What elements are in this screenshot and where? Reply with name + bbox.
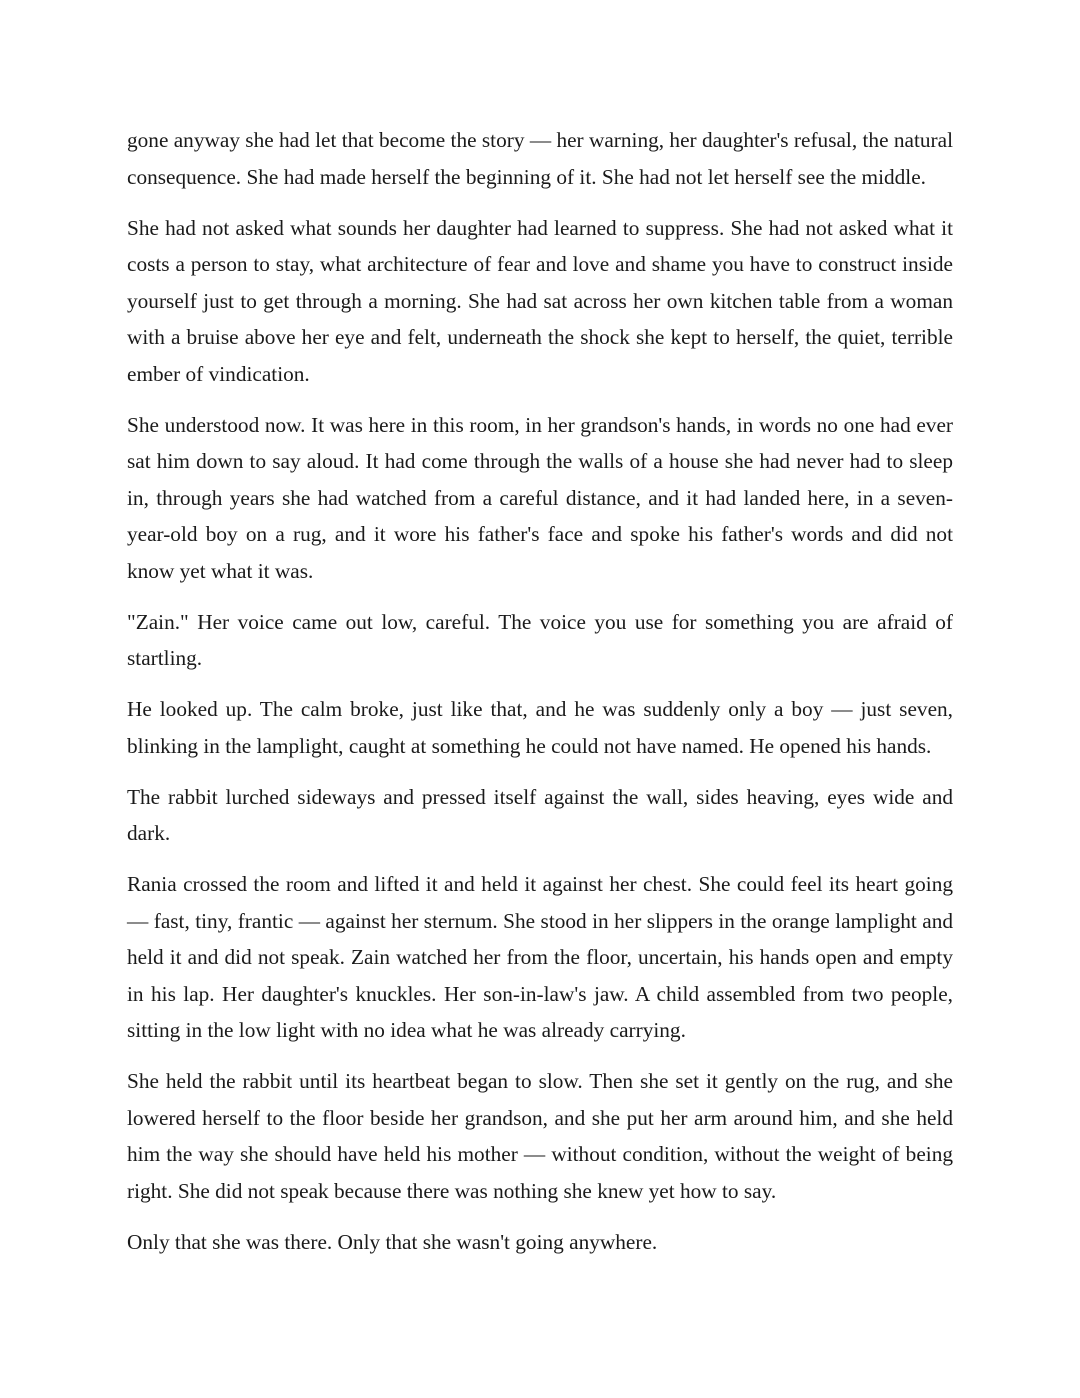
paragraph-8: She held the rabbit until its heartbeat began to slow. Then she set it gently on the rug, and she lowered herself to the floor beside her grandson, and she put her arm around him, and she held him the way she should have held his mother — without condition, without the weight of being right. She did not speak because there was nothing she knew yet how to say. <box>127 1069 953 1203</box>
paragraph-5: He looked up. The calm broke, just like that, and he was suddenly only a boy — just seven, blinking in the lamplight, caught at something he could not have named. He opened his hands. <box>127 697 953 758</box>
document-page <box>127 122 953 1260</box>
paragraph-3: She understood now. It was here in this room, in her grandson's hands, in words no one had ever sat him down to say aloud. It had come through the walls of a house she had never had to sleep in, through years she had watched from a careful distance, and it had landed here, in a seven-year-old boy on a rug, and it wore his father's face and spoke his father's words and did not know yet what it was. <box>127 412 953 583</box>
paragraph-6: The rabbit lurched sideways and pressed itself against the wall, sides heaving, eyes wide and dark. <box>127 784 953 845</box>
paragraph-9: Only that she was there. Only that she wasn't going anywhere. <box>127 1229 658 1254</box>
paragraph-4: "Zain." Her voice came out low, careful. The voice you use for something you are afraid of startling. <box>127 609 953 670</box>
paragraph-2: She had not asked what sounds her daughter had learned to suppress. She had not asked what it costs a person to stay, what architecture of fear and love and shame you have to construct inside yourself just to get through a morning. She had sat across her own kitchen table from a woman with a bruise above her eye and felt, underneath the shock she kept to herself, the quiet, terrible ember of vindication. <box>127 215 953 386</box>
paragraph-1: gone anyway she had let that become the story — her warning, her daughter's refusal, the natural consequence. She had made herself the beginning of it. She had not let herself see the middle. <box>127 128 953 189</box>
paragraph-7: Rania crossed the room and lifted it and held it against her chest. She could feel its heart going — fast, tiny, frantic — against her sternum. She stood in her slippers in the orange lamplight and held it and did not speak. Zain watched her from the floor, uncertain, his hands open and empty in his lap. Her daughter's knuckles. Her son-in-law's jaw. A child assembled from two people, sitting in the low light with no idea what he was already carrying. <box>127 872 953 1042</box>
